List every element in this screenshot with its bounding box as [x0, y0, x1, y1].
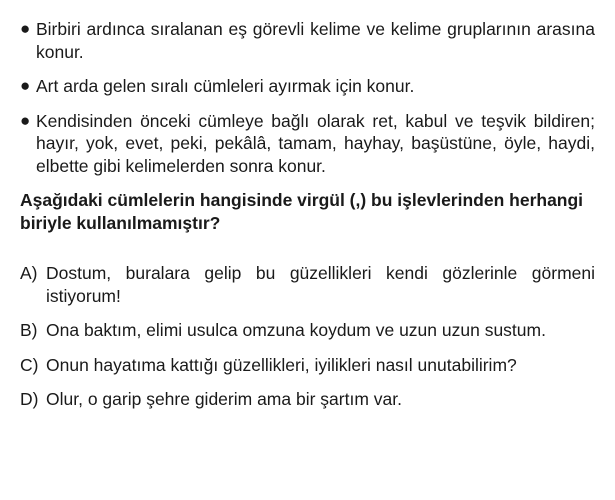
option-text: Dostum, buralara gelip bu güzellikleri kendi gözlerinle görmeni istiyorum!: [46, 263, 595, 306]
rule-text: Art arda gelen sıralı cümleleri ayırmak için konur.: [36, 76, 415, 96]
rule-item: [20, 18, 595, 63]
question-stem: Aşağıdaki cümlelerin hangisinde virgül (,) bu işlevlerinden herhangi biriyle kullanılmamıştır?: [20, 190, 584, 233]
answer-option-c[interactable]: [20, 354, 595, 377]
option-letter: C): [20, 354, 39, 375]
rule-item: [20, 110, 595, 178]
rule-text: Birbiri ardınca sıralanan eş görevli kelime ve kelime gruplarının arasına konur.: [36, 19, 595, 62]
rule-item: [20, 75, 595, 98]
option-text: Olur, o garip şehre giderim ama bir şartım var.: [46, 389, 402, 409]
option-letter: A): [20, 263, 38, 283]
option-letter: D): [20, 389, 39, 409]
option-text: Onun hayatıma kattığı güzellikleri, iyilikleri nasıl unutabilirim?: [46, 354, 517, 375]
rule-text: Kendisinden önceki cümleye bağlı olarak ret, kabul ve teşvik bildiren; hayır, yok, evet, peki, pekâlâ, tamam, hayhay, başüstüne, öyle, haydi, elbette gibi kelimelerden sonra konur.: [36, 110, 595, 176]
answer-option-b[interactable]: [20, 319, 595, 342]
bullet-icon: ●: [20, 76, 31, 95]
answer-option-d[interactable]: [20, 388, 595, 411]
option-letter: B): [20, 320, 38, 340]
bullet-icon: ●: [20, 110, 31, 130]
option-text: Ona baktım, elimi usulca omzuna koydum ve uzun uzun sustum.: [46, 320, 546, 340]
answer-option-a[interactable]: [20, 262, 595, 307]
bullet-icon: ●: [20, 19, 31, 38]
